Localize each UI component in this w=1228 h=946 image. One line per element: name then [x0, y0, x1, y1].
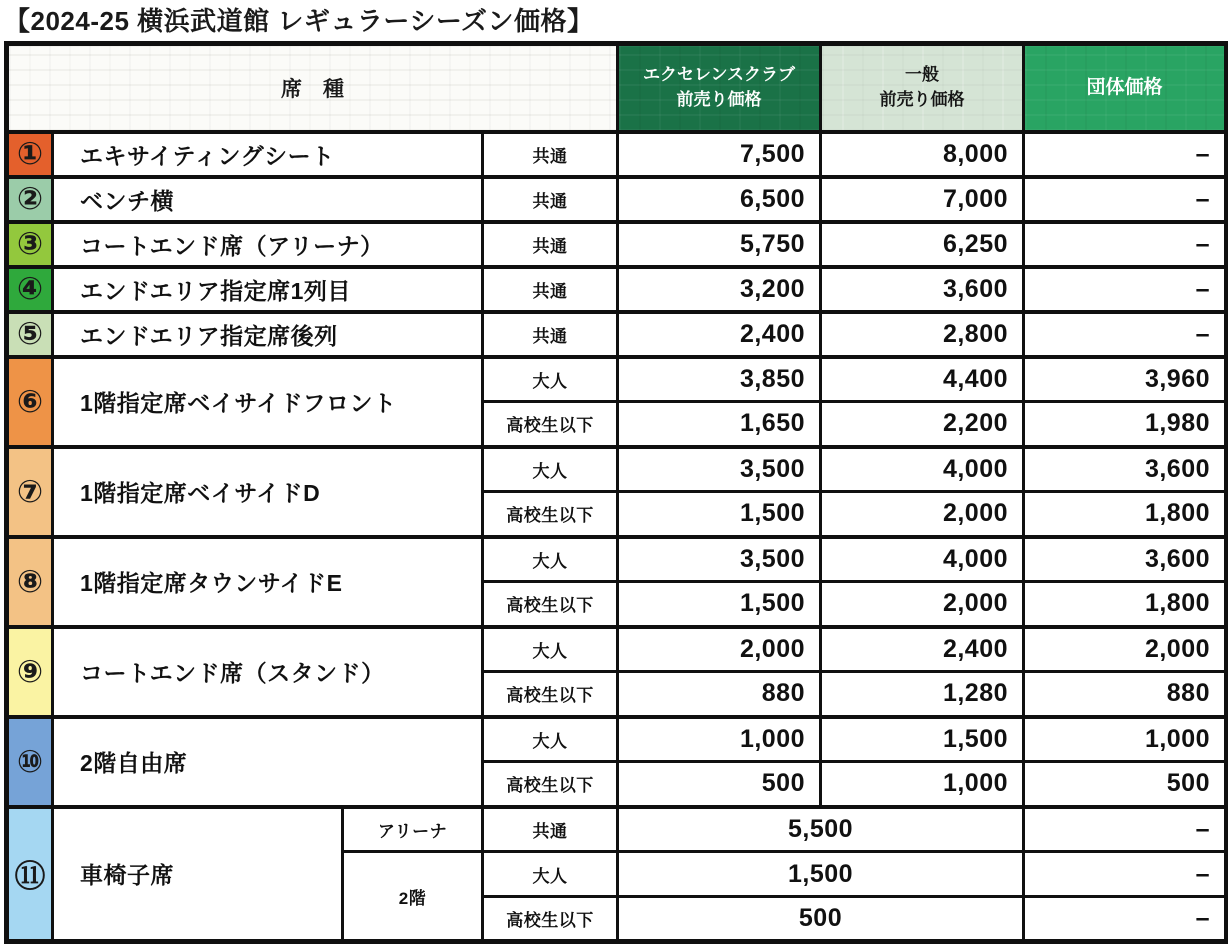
header-line-1: 団体価格	[1086, 76, 1163, 98]
general-price-cell: 1,280	[821, 672, 1024, 717]
general-price-header	[821, 44, 1024, 132]
seat-name: 1階指定席タウンサイドE	[53, 537, 483, 627]
group-price-cell: 1,800	[1024, 582, 1227, 627]
seat-name: エンドエリア指定席後列	[53, 312, 483, 357]
excellence-club-price-header	[618, 44, 821, 132]
table-row	[7, 807, 1227, 852]
merged-price-cell: 1,500	[618, 852, 1024, 897]
group-price-cell: –	[1024, 852, 1227, 897]
general-price-cell: 1,500	[821, 717, 1024, 762]
row-number-badge: ⑪	[7, 807, 53, 942]
group-price-cell: 1,980	[1024, 402, 1227, 447]
category-cell: 共通	[483, 267, 618, 312]
merged-price-cell: 500	[618, 897, 1024, 942]
location-cell: 2階	[343, 852, 483, 942]
general-price-cell: 7,000	[821, 177, 1024, 222]
table-row	[7, 357, 1227, 402]
seat-name: 車椅子席	[53, 807, 343, 942]
row-number-badge: ⑨	[7, 627, 53, 717]
header-line-1: エクセレンスクラブ	[642, 65, 796, 85]
group-price-cell: –	[1024, 312, 1227, 357]
table-row	[7, 267, 1227, 312]
group-price-cell: 880	[1024, 672, 1227, 717]
group-price-cell: –	[1024, 132, 1227, 177]
table-row	[7, 312, 1227, 357]
group-price-cell: 2,000	[1024, 627, 1227, 672]
seat-name: 2階自由席	[53, 717, 483, 807]
header-line-1: 一般	[905, 65, 939, 85]
category-cell: 高校生以下	[483, 582, 618, 627]
row-number-badge: ⑦	[7, 447, 53, 537]
excellence-price-cell: 500	[618, 762, 821, 807]
seat-type-header: 席 種	[7, 44, 618, 132]
excellence-price-cell: 3,200	[618, 267, 821, 312]
general-price-cell: 2,200	[821, 402, 1024, 447]
seat-name: コートエンド席（スタンド）	[53, 627, 483, 717]
seat-name: エンドエリア指定席1列目	[53, 267, 483, 312]
excellence-price-cell: 880	[618, 672, 821, 717]
excellence-price-cell: 2,000	[618, 627, 821, 672]
general-price-cell: 2,000	[821, 492, 1024, 537]
header-line-2: 前売り価格	[879, 89, 965, 109]
category-cell: 共通	[483, 807, 618, 852]
row-number-badge: ①	[7, 132, 53, 177]
group-price-cell: –	[1024, 267, 1227, 312]
excellence-price-cell: 6,500	[618, 177, 821, 222]
excellence-price-cell: 5,750	[618, 222, 821, 267]
group-price-cell: 3,600	[1024, 447, 1227, 492]
excellence-price-cell: 1,650	[618, 402, 821, 447]
group-price-cell: –	[1024, 897, 1227, 942]
table-row	[7, 177, 1227, 222]
category-cell: 大人	[483, 717, 618, 762]
seat-name: コートエンド席（アリーナ）	[53, 222, 483, 267]
category-cell: 大人	[483, 537, 618, 582]
excellence-price-cell: 3,850	[618, 357, 821, 402]
excellence-price-cell: 3,500	[618, 537, 821, 582]
table-row	[7, 537, 1227, 582]
category-cell: 大人	[483, 627, 618, 672]
seat-name: 1階指定席ベイサイドD	[53, 447, 483, 537]
category-cell: 共通	[483, 312, 618, 357]
general-price-cell: 2,800	[821, 312, 1024, 357]
table-row	[7, 222, 1227, 267]
excellence-price-cell: 1,500	[618, 492, 821, 537]
general-price-cell: 8,000	[821, 132, 1024, 177]
general-price-cell: 2,400	[821, 627, 1024, 672]
price-table	[4, 41, 1228, 944]
excellence-price-cell: 1,500	[618, 582, 821, 627]
general-price-cell: 1,000	[821, 762, 1024, 807]
general-price-cell: 4,000	[821, 537, 1024, 582]
excellence-price-cell: 7,500	[618, 132, 821, 177]
seat-name: エキサイティングシート	[53, 132, 483, 177]
category-cell: 高校生以下	[483, 762, 618, 807]
category-cell: 共通	[483, 222, 618, 267]
category-cell: 大人	[483, 357, 618, 402]
group-price-cell: 1,000	[1024, 717, 1227, 762]
excellence-price-cell: 3,500	[618, 447, 821, 492]
row-number-badge: ⑩	[7, 717, 53, 807]
group-price-cell: 3,600	[1024, 537, 1227, 582]
group-price-cell: 1,800	[1024, 492, 1227, 537]
table-header-row	[7, 44, 1227, 132]
row-number-badge: ②	[7, 177, 53, 222]
general-price-cell: 2,000	[821, 582, 1024, 627]
general-price-cell: 4,000	[821, 447, 1024, 492]
category-cell: 高校生以下	[483, 897, 618, 942]
table-row	[7, 132, 1227, 177]
row-number-badge: ⑥	[7, 357, 53, 447]
group-price-cell: –	[1024, 807, 1227, 852]
category-cell: 共通	[483, 132, 618, 177]
group-price-cell: 500	[1024, 762, 1227, 807]
row-number-badge: ⑤	[7, 312, 53, 357]
general-price-cell: 3,600	[821, 267, 1024, 312]
group-price-cell: –	[1024, 177, 1227, 222]
category-cell: 共通	[483, 177, 618, 222]
location-cell: アリーナ	[343, 807, 483, 852]
page-title: 【2024-25 横浜武道館 レギュラーシーズン価格】	[4, 6, 594, 36]
group-price-header	[1024, 44, 1227, 132]
general-price-cell: 6,250	[821, 222, 1024, 267]
group-price-cell: –	[1024, 222, 1227, 267]
category-cell: 大人	[483, 852, 618, 897]
seat-name: 1階指定席ベイサイドフロント	[53, 357, 483, 447]
seat-name: ベンチ横	[53, 177, 483, 222]
excellence-price-cell: 1,000	[618, 717, 821, 762]
group-price-cell: 3,960	[1024, 357, 1227, 402]
row-number-badge: ④	[7, 267, 53, 312]
general-price-cell: 4,400	[821, 357, 1024, 402]
merged-price-cell: 5,500	[618, 807, 1024, 852]
table-row	[7, 627, 1227, 672]
header-line-2: 前売り価格	[676, 89, 762, 109]
category-cell: 高校生以下	[483, 402, 618, 447]
category-cell: 高校生以下	[483, 672, 618, 717]
table-row	[7, 447, 1227, 492]
category-cell: 大人	[483, 447, 618, 492]
category-cell: 高校生以下	[483, 492, 618, 537]
table-row	[7, 717, 1227, 762]
excellence-price-cell: 2,400	[618, 312, 821, 357]
row-number-badge: ③	[7, 222, 53, 267]
row-number-badge: ⑧	[7, 537, 53, 627]
